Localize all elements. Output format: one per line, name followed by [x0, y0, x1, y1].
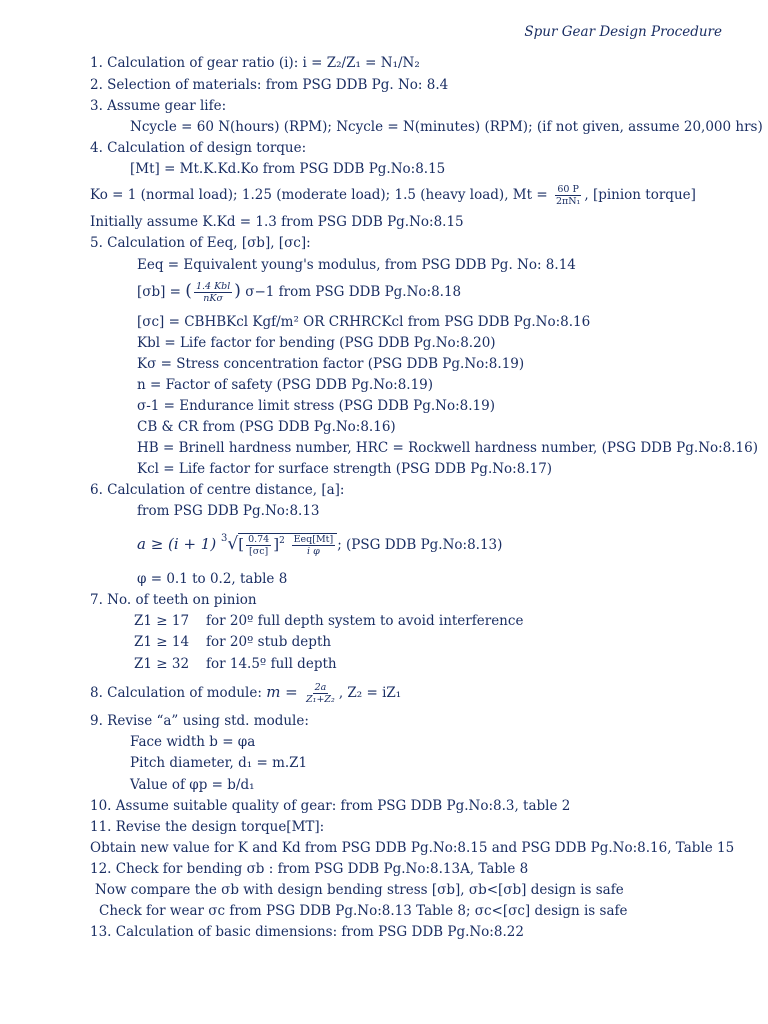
fraction-denominator: Z₁+Z₂ [306, 694, 335, 705]
ksigma-definition: Kσ = Stress concentration factor (PSG DDB Pg.No:8.19) [137, 356, 525, 372]
centre-distance-reference: from PSG DDB Pg.No:8.13 [137, 503, 320, 519]
module-tail: , Z₂ = iZ₁ [338, 685, 402, 701]
step-3-gear-life: 3. Assume gear life: [90, 98, 227, 114]
fraction-denominator: [σc] [249, 545, 269, 557]
running-header: Spur Gear Design Procedure [524, 24, 722, 40]
contact-stress-formula: [σc] = CBHBKcl Kgf/m² OR CRHRCKcl from PSG DDB Pg.No:8.16 [137, 314, 591, 330]
step-4-design-torque: 4. Calculation of design torque: [90, 140, 307, 156]
endurance-limit-definition: σ-1 = Endurance limit stress (PSG DDB Pg.No:8.19) [137, 398, 495, 414]
step-6-centre-distance: 6. Calculation of centre distance, [a]: [90, 482, 345, 498]
fraction-denominator: nKσ [203, 293, 223, 304]
step-9-revise-a: 9. Revise “a” using std. module: [90, 713, 309, 729]
step-8-module [90, 682, 401, 705]
teeth-value: Z1 ≥ 32 [134, 656, 190, 672]
teeth-value: Z1 ≥ 14 [134, 634, 190, 650]
step-1-gear-ratio: 1. Calculation of gear ratio (i): i = Z₂/Z₁ = N₁/N₂ [90, 55, 420, 71]
hardness-definition: HB = Brinell hardness number, HRC = Rockwell hardness number, (PSG DDB Pg.No:8.16) [137, 440, 759, 456]
module-symbol: m = [266, 683, 298, 701]
step-5-stresses: 5. Calculation of Eeq, [σb], [σc]: [90, 235, 311, 251]
root-fraction-2 [292, 534, 336, 557]
teeth-condition: for 20º stub depth [206, 634, 332, 650]
fraction-denominator: i φ [307, 545, 320, 557]
pinion-torque-label: , [pinion torque] [584, 187, 696, 203]
design-torque-formula: [Mt] = Mt.K.Kd.Ko from PSG DDB Pg.No:8.15 [130, 161, 446, 177]
wear-check: Check for wear σc from PSG DDB Pg.No:8.13 Table 8; σc<[σc] design is safe [99, 903, 628, 919]
teeth-row-1 [134, 612, 523, 630]
teeth-row-3 [134, 655, 337, 673]
fraction-numerator: 60 P [557, 184, 579, 195]
phi-range: φ = 0.1 to 0.2, table 8 [137, 571, 288, 587]
root-fraction-1 [246, 534, 271, 557]
step-7-teeth: 7. No. of teeth on pinion [90, 592, 257, 608]
pinion-torque-fraction [554, 184, 582, 207]
load-factor-text: Ko = 1 (normal load); 1.25 (moderate load); 1.5 (heavy load), Mt = [90, 187, 548, 203]
step-13-dimensions: 13. Calculation of basic dimensions: from PSG DDB Pg.No:8.22 [90, 924, 524, 940]
module-label: 8. Calculation of module: [90, 685, 262, 701]
eeq-definition: Eeq = Equivalent young's modulus, from PSG DDB Pg. No: 8.14 [137, 257, 576, 273]
centre-distance-reference-tail: ; (PSG DDB Pg.No:8.13) [337, 537, 503, 553]
bending-compare: Now compare the σb with design bending stress [σb], σb<[σb] design is safe [95, 882, 624, 898]
bending-stress-formula: [σb] = ( $\frac{\text{1.4 Kbl}}{\text{nKσ}}$ ) σ−1 from PSG DDB Pg.No:8.18 [137, 281, 462, 304]
fraction-numerator: 0.74 [248, 533, 270, 545]
fraction-numerator: 1.4 Kbl [195, 281, 231, 292]
fraction-numerator: 2a [314, 682, 327, 693]
centre-distance-formula: a ≥ (i + 1) $^3$√[ $\frac{0.74}{[\sigma c]}$ ]$^2$ $\frac{\text{Eeq[Mt]}}{\text{i φ}}$ ; (PSG DDB Pg.No:8.13) [137, 533, 503, 557]
step-2-materials: 2. Selection of materials: from PSG DDB Pg. No: 8.4 [90, 77, 449, 93]
kbl-definition: Kbl = Life factor for bending (PSG DDB Pg.No:8.20) [137, 335, 496, 351]
step-12-bending-check: 12. Check for bending σb : from PSG DDB Pg.No:8.13A, Table 8 [90, 861, 529, 877]
teeth-condition: for 20º full depth system to avoid interference [206, 613, 524, 629]
fraction-denominator: 2πN₁ [555, 196, 581, 207]
cycle-formula: Ncycle = 60 N(hours) (RPM); Ncycle = N(minutes) (RPM); (if not given, assume 20,000 hrs) [130, 119, 763, 135]
face-width: Face width b = φa [130, 734, 256, 750]
step-10-quality: 10. Assume suitable quality of gear: from PSG DDB Pg.No:8.3, table 2 [90, 798, 571, 814]
step-11-revise-torque: 11. Revise the design torque[MT]: [90, 819, 325, 835]
centre-distance-lhs: a ≥ (i + 1) [137, 535, 217, 553]
initial-assumption: Initially assume K.Kd = 1.3 from PSG DDB Pg.No:8.15 [90, 214, 464, 230]
cb-cr-definition: CB & CR from (PSG DDB Pg.No:8.16) [137, 419, 396, 435]
teeth-value: Z1 ≥ 17 [134, 613, 190, 629]
module-fraction [304, 682, 337, 705]
phi-p-value: Value of φp = b/d₁ [130, 777, 255, 793]
pitch-diameter: Pitch diameter, d₁ = m.Z1 [130, 755, 308, 771]
bending-stress-lhs: [σb] = [137, 284, 181, 300]
kcl-definition: Kcl = Life factor for surface strength (PSG DDB Pg.No:8.17) [137, 461, 553, 477]
fraction-numerator: Eeq[Mt] [293, 533, 334, 545]
teeth-row-2 [134, 633, 331, 651]
load-factor-line [90, 184, 696, 207]
bending-stress-rhs: σ−1 from PSG DDB Pg.No:8.18 [245, 284, 462, 300]
new-k-values: Obtain new value for K and Kd from PSG DDB Pg.No:8.15 and PSG DDB Pg.No:8.16, Table 15 [90, 840, 735, 856]
safety-factor-definition: n = Factor of safety (PSG DDB Pg.No:8.19) [137, 377, 434, 393]
bending-fraction [194, 281, 232, 304]
teeth-condition: for 14.5º full depth [206, 656, 337, 672]
